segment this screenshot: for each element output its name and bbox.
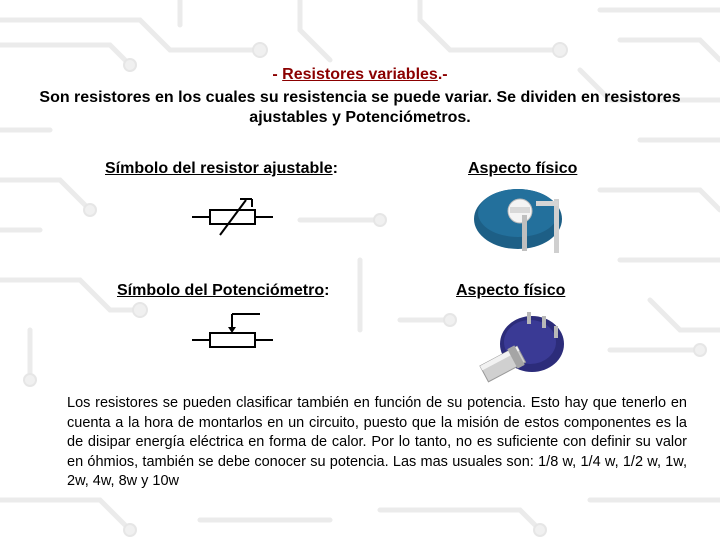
pot-photo-label <box>456 282 565 300</box>
title-suffix: .- <box>437 66 448 83</box>
potentiometer-symbol <box>190 310 275 355</box>
adjustable-symbol-label-text: Símbolo del resistor ajustable <box>105 160 333 177</box>
title-main: Resistores variables <box>282 66 438 83</box>
adjustable-symbol-colon: : <box>332 160 338 177</box>
intro-text: Son resistores en los cuales su resistencia se puede variar. Se dividen en resistores ajustables y Potenciómetros. <box>39 89 681 126</box>
page-title <box>0 66 720 84</box>
adjustable-photo-label-text: Aspecto físico <box>468 160 578 177</box>
adjustable-symbol-label <box>105 160 338 178</box>
pot-photo-label-text: Aspecto físico <box>456 282 566 299</box>
trimmer-photo <box>470 185 575 255</box>
adjustable-resistor-symbol <box>190 195 275 240</box>
adjustable-photo-label <box>468 160 577 178</box>
title-prefix: - <box>272 66 283 83</box>
pot-symbol-label <box>117 282 329 300</box>
pot-symbol-colon: : <box>324 282 330 299</box>
potentiometer-photo <box>472 308 567 386</box>
power-paragraph: Los resistores se pueden clasificar también en función de su potencia. Esto hay que tenerlo en cuenta a la hora de montarlos en un circuito, puesto que la misión de estos componentes es la de disipar energía eléctrica en forma de calor. Por lo tanto, no es suficiente con definir su valor en óhmios, también se debe conocer su potencia. Las mas usuales son: 1/8 w, 1/4 w, 1/2 w, 1w, 2w, 4w, 8w y 10w <box>67 395 687 489</box>
pot-symbol-label-text: Símbolo del Potenciómetro <box>117 282 325 299</box>
